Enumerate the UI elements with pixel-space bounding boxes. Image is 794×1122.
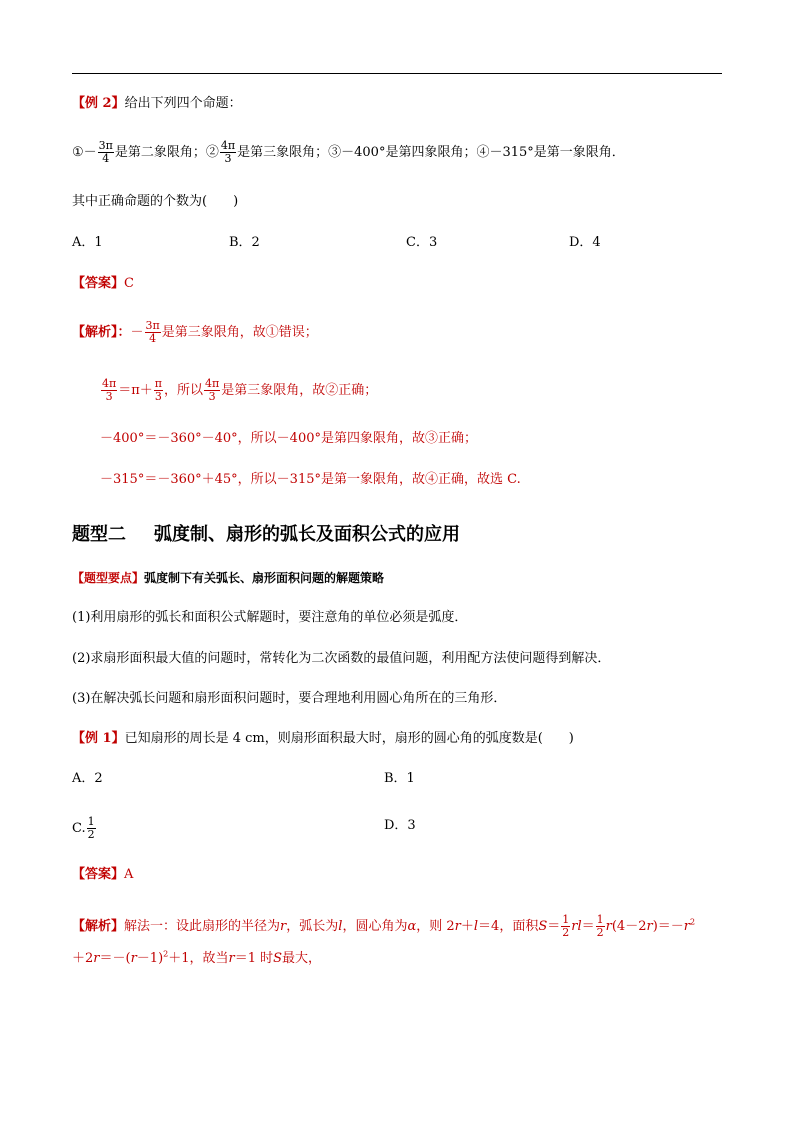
math-var: r: [93, 951, 100, 966]
fraction-numerator: 4π: [205, 377, 220, 390]
example1-analysis-2: [72, 951, 321, 967]
math-var: r: [454, 919, 461, 934]
example2-answer: [72, 276, 134, 292]
fraction: [596, 914, 605, 939]
math-var: l: [473, 919, 479, 934]
example1-answer: [72, 867, 133, 883]
answer-tag: 【答案】: [72, 276, 125, 291]
math-var: rl: [571, 919, 582, 934]
option-label: C.: [72, 821, 86, 836]
analysis-text: ＝4，面积: [478, 919, 539, 934]
analysis-text: ＋: [460, 919, 474, 934]
math-var: r: [646, 919, 653, 934]
prop1-text: 是第二象限角；②: [114, 145, 219, 160]
answer-value: A: [124, 867, 134, 882]
answer-value: C: [124, 276, 134, 291]
fraction-denominator: 3: [105, 390, 113, 403]
superscript: 2: [163, 949, 169, 959]
analysis-tag: 【解析】：: [72, 325, 131, 340]
analysis-text: (4－2: [611, 919, 647, 934]
example2-analysis-2: [100, 378, 377, 403]
fraction-numerator: 4π: [220, 139, 236, 152]
fraction-denominator: 3: [154, 390, 162, 403]
example2-option-d: D．4: [569, 235, 601, 250]
analysis-text: ＝: [581, 919, 595, 934]
keypoint-item: (1)利用扇形的弧长和面积公式解题时，要注意角的单位必须是弧度．: [72, 610, 468, 625]
example1-option-d: D．3: [384, 818, 416, 833]
answer-tag: 【答案】: [72, 867, 125, 882]
fraction-numerator: 3π: [98, 139, 113, 152]
keypoints-heading: [72, 570, 384, 586]
example2-option-a: A．1: [72, 235, 103, 250]
fraction-denominator: 4: [149, 332, 157, 345]
math-var: S: [538, 919, 548, 934]
fraction-numerator: 1: [562, 913, 570, 926]
example1-option-a: A．2: [72, 771, 103, 786]
fraction-denominator: 2: [87, 828, 95, 841]
example1-question: [72, 731, 574, 747]
fraction: [154, 378, 163, 403]
fraction-denominator: 2: [562, 926, 570, 939]
analysis-text: －1): [136, 951, 164, 966]
math-var: l: [338, 919, 343, 934]
example2-tag: 【例 2】: [72, 96, 125, 111]
math-var: r: [605, 919, 612, 934]
example2-title-line: [72, 96, 242, 112]
keypoint-item: (2)求扇形面积最大值的问题时，常转化为二次函数的最值问题，利用配方法使问题得到解决．: [72, 651, 611, 666]
keypoint-item: (3)在解决弧长问题和扇形面积问题时，要合理地利用圆心角所在的三角形．: [72, 691, 507, 706]
analysis-text: 是第三象限角，故①错误；: [161, 325, 318, 340]
analysis-text: ，所以: [164, 383, 204, 398]
example1-text: 已知扇形的周长是 4 cm，则扇形面积最大时，扇形的圆心角的弧度数是( ): [124, 731, 574, 746]
section-title: 弧度制、扇形的弧长及面积公式的应用: [154, 524, 460, 545]
analysis-text: )＝－: [652, 919, 684, 934]
fraction: [98, 140, 114, 165]
math-var: r: [280, 919, 287, 934]
keypoints-tag: 【题型要点】: [72, 571, 145, 585]
fraction-numerator: 4π: [102, 377, 117, 390]
keypoints-title: 弧度制下有关弧长、扇形面积问题的解题策略: [144, 571, 385, 585]
fraction-denominator: 3: [208, 390, 216, 403]
analysis-text: ，弧长为: [286, 919, 339, 934]
analysis-text: ＋1，故当: [168, 951, 229, 966]
analysis-tag: 【解析】: [72, 919, 125, 934]
math-var: r: [683, 919, 690, 934]
fraction-numerator: π: [154, 377, 163, 390]
analysis-text: 解法一：设此扇形的半径为: [124, 919, 281, 934]
analysis-text: ＋2: [72, 951, 94, 966]
example2-option-b: B．2: [229, 235, 260, 250]
analysis-text: ＝: [547, 919, 561, 934]
analysis-text: 是第三象限角，故②正确；: [221, 383, 378, 398]
fraction: [204, 378, 220, 403]
prop1-prefix: ①－: [72, 145, 97, 160]
fraction-denominator: 3: [224, 152, 232, 165]
analysis-prefix: －: [130, 325, 144, 340]
header-rule: [72, 73, 722, 74]
fraction: [145, 320, 161, 345]
analysis-text: ＝－(: [99, 951, 131, 966]
fraction-numerator: 3π: [145, 319, 160, 332]
math-var: α: [407, 919, 417, 934]
fraction-denominator: 2: [596, 926, 604, 939]
example1-analysis-1: [72, 914, 695, 939]
fraction: [220, 140, 236, 165]
example1-tag: 【例 1】: [72, 731, 125, 746]
example2-question: 其中正确命题的个数为( ): [72, 194, 239, 209]
example2-analysis-1: [72, 320, 318, 345]
fraction: [561, 914, 570, 939]
math-var: r: [130, 951, 137, 966]
example2-analysis-4: －315°＝－360°＋45°，所以－315°是第一象限角，故④正确，故选 C.: [100, 472, 521, 487]
superscript: 2: [690, 917, 696, 927]
fraction: [87, 816, 96, 841]
example2-analysis-3: －400°＝－360°－40°，所以－400°是第四象限角，故③正确；: [100, 431, 477, 446]
analysis-text: ＝1 时: [234, 951, 274, 966]
fraction-numerator: 1: [87, 815, 95, 828]
analysis-text: ，圆心角为: [342, 919, 408, 934]
example2-option-c: C．3: [406, 235, 438, 250]
analysis-text: 最大，: [282, 951, 322, 966]
fraction-numerator: 1: [596, 913, 604, 926]
math-var: S: [273, 951, 283, 966]
example2-prompt: 给出下列四个命题：: [124, 96, 242, 111]
fraction-denominator: 4: [102, 152, 110, 165]
section-label: 题型二: [72, 524, 126, 545]
example2-propositions: [72, 140, 625, 165]
example1-option-c: [72, 816, 97, 841]
example1-option-b: B．1: [384, 771, 415, 786]
section-heading: [72, 520, 460, 546]
analysis-text: ＝π＋: [118, 383, 153, 398]
analysis-text: ，则 2: [416, 919, 455, 934]
fraction: [101, 378, 117, 403]
prop2-text: 是第三象限角；③－400°是第四象限角；④－315°是第一象限角．: [237, 145, 625, 160]
math-var: r: [228, 951, 235, 966]
